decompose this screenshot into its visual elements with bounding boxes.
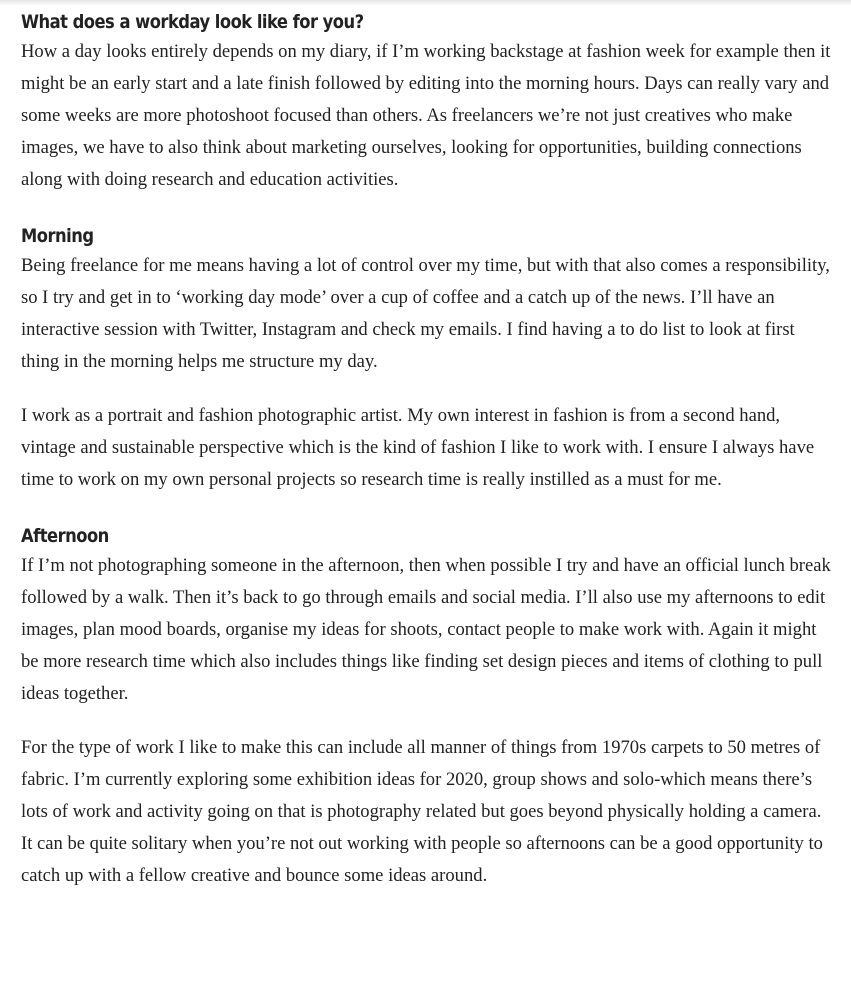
- paragraph-afternoon-1: If I’m not photographing someone in the afternoon, then when possible I try and have an official lunch break followed by a walk. Then it’s back to go through emails and social media. I’ll also use my afternoons to edit images, plan mood boards, organise my ideas for shoots, contact people to make work with. Again it might be more research time which also includes things like finding set design pieces and items of clothing to pull ideas together.: [21, 555, 831, 704]
- article-body: [21, 8, 833, 892]
- paragraph-gap: [21, 378, 833, 400]
- paragraph-workday: How a day looks entirely depends on my diary, if I’m working backstage at fashion week for example then it might be an early start and a late finish followed by editing into the morning hours. Days can really vary and some weeks are more photoshoot focused than others. As freelancers we’re not just creatives who make images, we have to also think about marketing ourselves, looking for opportunities, building connections along with doing research and education activities.: [21, 41, 831, 190]
- heading-afternoon: Afternoon: [21, 525, 109, 547]
- section-gap: [21, 196, 833, 222]
- heading-morning: Morning: [21, 225, 94, 247]
- paragraph-gap: [21, 710, 833, 732]
- heading-workday: What does a workday look like for you?: [21, 11, 364, 33]
- paragraph-afternoon-2: For the type of work I like to make this can include all manner of things from 1970s carpets to 50 metres of fabric. I’m currently exploring some exhibition ideas for 2020, group shows and solo-which means there’s lots of work and activity going on that is photography related but goes beyond physically holding a camera. It can be quite solitary when you’re not out working with people so afternoons can be a good opportunity to catch up with a fellow creative and bounce some ideas around.: [21, 737, 823, 886]
- section-gap: [21, 496, 833, 522]
- paragraph-morning-2: I work as a portrait and fashion photographic artist. My own interest in fashion is from a second hand, vintage and sustainable perspective which is the kind of fashion I like to work with. I ensure I always have time to work on my own personal projects so research time is really instilled as a must for me.: [21, 405, 815, 490]
- top-shadow: [0, 0, 851, 6]
- paragraph-morning-1: Being freelance for me means having a lot of control over my time, but with that also comes a responsibility, so I try and get in to ‘working day mode’ over a cup of coffee and a catch up of the news. I’ll have an interactive session with Twitter, Instagram and check my emails. I find having a to do list to look at first thing in the morning helps me structure my day.: [21, 255, 830, 372]
